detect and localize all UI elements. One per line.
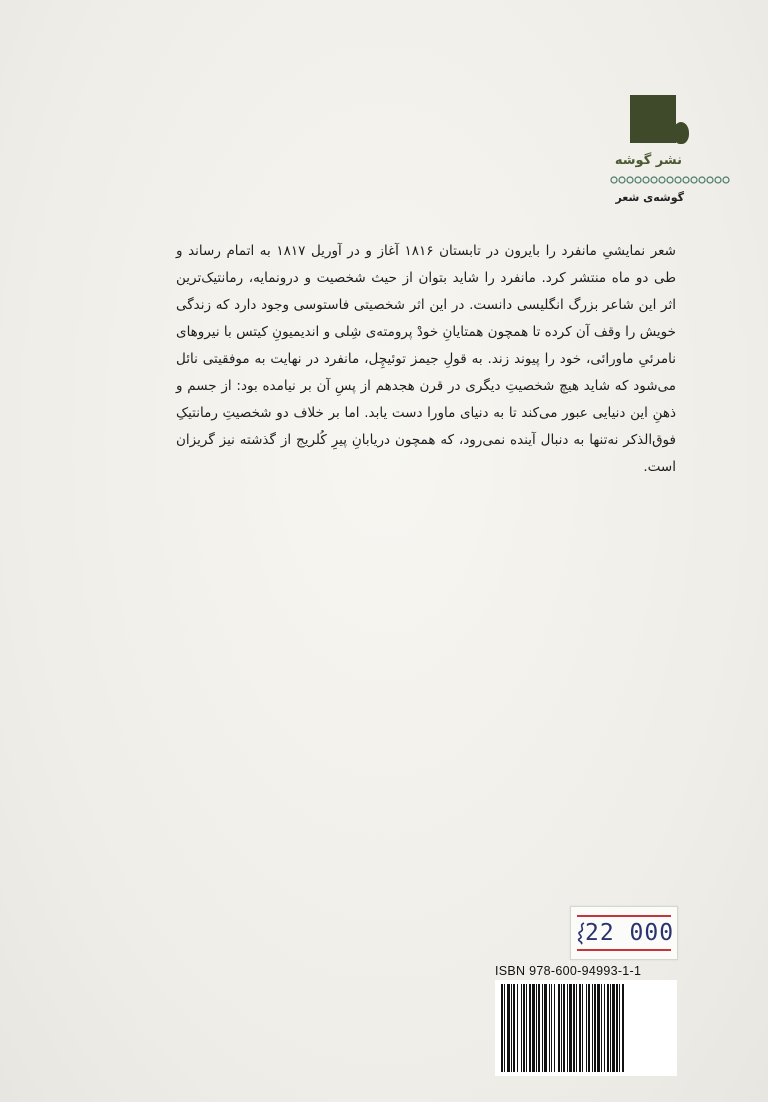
barcode-bar xyxy=(504,984,505,1072)
barcode-bar xyxy=(586,984,587,1072)
barcode-bar xyxy=(567,984,568,1072)
barcode-bar xyxy=(563,984,565,1072)
barcode-bar xyxy=(536,984,537,1072)
barcode-bars xyxy=(495,980,677,1076)
barcode-bar xyxy=(612,984,615,1072)
barcode-bar xyxy=(561,984,562,1072)
isbn-label: ISBN 978-600-94993-1-1 xyxy=(495,964,642,978)
barcode-bar xyxy=(592,984,593,1072)
barcode-bar xyxy=(579,984,581,1072)
barcode-bar xyxy=(517,984,518,1072)
barcode-bar xyxy=(569,984,572,1072)
barcode-bar xyxy=(594,984,596,1072)
barcode-bar xyxy=(542,984,543,1072)
barcode-bar xyxy=(610,984,611,1072)
barcode-bar xyxy=(544,984,547,1072)
barcode-bar xyxy=(513,984,515,1072)
barcode-bar xyxy=(597,984,600,1072)
series-name: گوشه‌ی شعر xyxy=(615,191,684,204)
barcode-bar xyxy=(588,984,590,1072)
publisher-logo-dot xyxy=(673,122,689,144)
barcode-bar xyxy=(582,984,583,1072)
barcode-bar xyxy=(526,984,527,1072)
barcode-bar xyxy=(604,984,605,1072)
barcode xyxy=(495,980,677,1076)
barcode-bar xyxy=(551,984,552,1072)
publisher-name: نشر گوشه xyxy=(614,153,682,168)
barcode-bar xyxy=(558,984,560,1072)
barcode-bar xyxy=(523,984,525,1072)
barcode-bar xyxy=(538,984,540,1072)
barcode-bar xyxy=(616,984,618,1072)
sticker-bottom-line xyxy=(577,949,671,951)
barcode-bar xyxy=(576,984,577,1072)
barcode-bar xyxy=(619,984,620,1072)
barcode-bar xyxy=(607,984,609,1072)
barcode-bar xyxy=(521,984,522,1072)
barcode-bar xyxy=(507,984,510,1072)
publisher-block xyxy=(610,95,730,210)
sticker-top-line xyxy=(577,915,671,917)
barcode-bar xyxy=(511,984,512,1072)
barcode-bar xyxy=(601,984,602,1072)
price-value: 22 000 xyxy=(585,920,675,946)
barcode-bar xyxy=(549,984,550,1072)
barcode-bar xyxy=(532,984,535,1072)
barcode-bar xyxy=(501,984,503,1072)
price-sticker xyxy=(570,906,678,960)
barcode-bar xyxy=(622,984,624,1072)
barcode-bar xyxy=(573,984,575,1072)
barcode-bar xyxy=(554,984,555,1072)
publisher-logo-square xyxy=(630,95,676,143)
chain-ornament-icon xyxy=(610,175,730,185)
back-cover-paragraph: شعر نمایشیِ مانفرد را بایرون در تابستان ۱۸۱۶ آغاز و در آوریل ۱۸۱۷ به اتمام رساند و طی دو ماه منتشر کرد. مانفرد را شاید بتوان از حیث شخصیت و درونمایه، رمانتیک‌ترین اثر این شاعر بزرگ انگلیسی دانست. در این اثر شخصیتی فاستوسی وجود دارد که زندگی خویش را وقف آن کرده تا همچون همتایانِ خودْ پرومته‌ی شِلی و اندیمیونِ کیتس با نیروهای نامرئیِ ماورائی، خود را پیوند زند. به قولِ جیمز توئیچِل، مانفرد در نهایت به موفقیتی نائل می‌شود که شاید هیچ شخصیتِ دیگری در قرن هجدهم از پسِ آن بر نیامده بود: از جسم و ذهنِ این دنیایی عبور می‌کند تا به دنیای ماورا دست یابد. اما بر خلاف دو شخصیتِ رمانتیکِ فوق‌الذکر نه‌تنها به دنبال آینده نمی‌رود، که همچون دریابانِ پیرِ کُلریج از گذشته نیز گریزان است. xyxy=(176,243,676,475)
barcode-bar xyxy=(529,984,531,1072)
